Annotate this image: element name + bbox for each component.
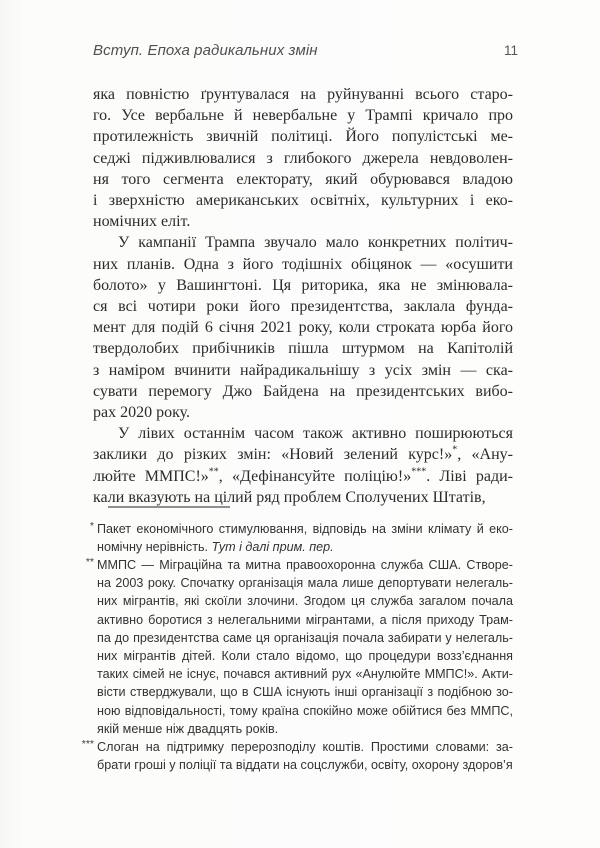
chapter-title: Вступ. Епоха радикальних змін <box>93 42 318 59</box>
text-line: седжі підживлювалися з глибокого джерела невдоволен- <box>93 149 513 167</box>
paragraph <box>93 84 513 232</box>
text-line: Слоган на підтримку перерозподілу коштів. Простими словами: за- <box>97 739 513 754</box>
footnote-marker: *** <box>81 737 94 750</box>
text-line: якій менше ніж двадцять років. <box>97 721 279 736</box>
paragraph <box>93 232 513 423</box>
footnote-reference-marker: *** <box>411 466 427 478</box>
text-line: протилежність звичній політиці. Його популістські ме- <box>93 128 513 146</box>
text-line: люйте ММПС!»**, «Дефінансуйте поліцію!»***. Ліві ради- <box>93 466 513 485</box>
text-line: і зверхністю американських освітніх, культурних і еко- <box>93 192 513 210</box>
text-line: У кампанії Трампа звучало мало конкретних політич- <box>118 234 513 252</box>
text-line: з наміром вчинити найрадикальнішу з усіх змін — ска- <box>93 361 513 379</box>
footnote-marker: * <box>89 519 94 532</box>
text-line: номічних еліт. <box>93 213 191 231</box>
footnote-separator <box>108 506 230 508</box>
footnote-reference-marker: ** <box>208 466 219 478</box>
footnote <box>81 737 513 774</box>
running-head <box>93 42 518 59</box>
body-text <box>93 84 513 508</box>
text-line: заклики до різких змін: «Новий зелений курс!»*, «Ану- <box>93 445 513 464</box>
paragraph <box>93 423 513 508</box>
text-line: рах 2020 року. <box>93 404 191 422</box>
text-line: них мігрантів, які скоїли злочини. Згодом ця служба загалом почала <box>97 594 513 609</box>
text-line: таких сімей не існує, почався активний рух «Анулюйте ММПС!». Акти- <box>97 667 513 682</box>
footnote <box>89 519 513 556</box>
footnote <box>85 555 513 738</box>
text-line: брати гроші у поліції та віддати на соцслужби, освіту, охорону здоров’я <box>97 758 513 773</box>
footnote-reference-marker: * <box>452 445 458 457</box>
footnote-list <box>81 519 513 775</box>
text-line: них планів. Одна з його тодішніх обіцянок — «осушити <box>93 255 513 273</box>
text-line: активно боротися з нелегальними мігрантами, а після приходу Трам- <box>97 612 513 627</box>
footnote-marker: ** <box>85 555 94 568</box>
text-line: твердолобих прибічників пішла штурмом на Капітолій <box>93 340 513 358</box>
text-line: У лівих останнім часом також активно поширюються <box>118 425 513 443</box>
text-line: них мігрантів дітей. Коли стало відомо, що процедури возз’єднання <box>97 648 513 663</box>
text-line: ММПС — Міграційна та митна правоохоронна служба США. Створе- <box>97 557 513 572</box>
text-line: па до президентства саме ця організація почала забирати у нелегаль- <box>97 630 513 645</box>
text-line: ня того сегмента електорату, який обурювався владою <box>93 170 513 188</box>
text-line: номічну нерівність. Тут і далі прим. пер. <box>97 539 334 554</box>
text-line: ною відповідальності, тому країна спокійно може обійтися без ММПС, <box>97 703 513 718</box>
text-line: кали вказують на цілий ряд проблем Сполучених Штатів, <box>93 488 486 506</box>
footnotes-section <box>81 506 513 774</box>
text-line: вісти стверджували, що в США існують інші організації з подібною зо- <box>97 685 513 700</box>
text-line: на 2003 року. Спочатку організація мала лише депортувати нелегаль- <box>97 576 513 591</box>
page-number: 11 <box>503 43 518 58</box>
text-line: болото» у Вашингтоні. Ця риторика, яка не змінювала- <box>93 276 513 294</box>
text-line: яка повністю ґрунтувалася на руйнуванні всього старо- <box>93 86 513 103</box>
text-line: сувати перемогу Джо Байдена на президентських вибо- <box>93 382 513 400</box>
text-line: мент для подій 6 січня 2021 року, коли строката юрба його <box>93 319 513 337</box>
text-line: ся всі чотири роки його президентства, заклала фунда- <box>93 298 513 316</box>
text-line: Пакет економічного стимулювання, відповідь на зміни клімату й еко- <box>97 521 513 536</box>
text-line: го. Усе вербальне й невербальне у Трампі кричало про <box>93 107 513 125</box>
